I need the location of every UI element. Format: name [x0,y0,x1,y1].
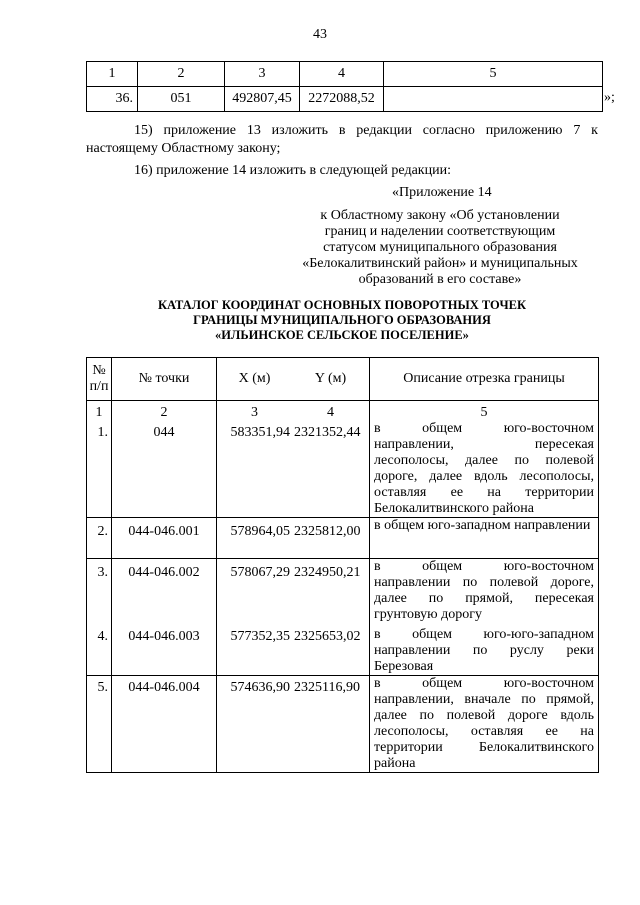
row-number: 36. [87,87,138,112]
y-coordinate: 2324950,21 [292,559,370,628]
previous-coordinates-table [86,61,603,112]
y-coordinate: 2325812,00 [292,518,370,559]
catalog-line: «ИЛЬИНСКОЕ СЕЛЬСКОЕ ПОСЕЛЕНИЕ» [215,328,469,342]
appendix-line: к Областному закону «Об установлении [320,208,560,223]
table-header-row [87,62,603,87]
header-number-line1: № [92,363,106,378]
y-coordinate: 2321352,44 [292,421,370,518]
point-number: 044-046.002 [112,559,217,628]
catalog-line: КАТАЛОГ КООРДИНАТ ОСНОВНЫХ ПОВОРОТНЫХ ТОЧЕК [157,298,527,312]
col-header: 2 [138,62,225,87]
appendix-line: образований в его составе» [358,272,522,287]
x-coordinate: 583351,94 [217,421,293,518]
header-point: № точки [112,358,217,401]
segment-description [384,87,603,112]
x-coordinate: 578067,29 [217,559,293,628]
appendix-line: «Белокалитвинский район» и муниципальных [302,256,578,271]
table-row [87,87,603,112]
row-number: 5. [87,676,112,773]
appendix-title: «Приложение 14 [392,185,492,200]
column-numbers-row [87,401,599,422]
row-number: 3. [87,559,112,628]
y-coordinate: 2325653,02 [292,627,370,676]
y-coordinate: 2325116,90 [292,676,370,773]
catalog-line: ГРАНИЦЫ МУНИЦИПАЛЬНОГО ОБРАЗОВАНИЯ [193,313,491,327]
x-coordinate: 574636,90 [217,676,293,773]
appendix-line: границ и наделении соответствующим [324,224,556,239]
col-header: 5 [384,62,603,87]
point-number: 051 [138,87,225,112]
column-number: 3 [217,401,293,422]
table-row [87,518,599,559]
table-header-row [87,358,599,401]
column-number: 4 [292,401,370,422]
table-row [87,676,599,773]
row-number: 2. [87,518,112,559]
segment-description: в общем юго-юго-западном направлении по руслу реки Березовая [370,627,599,676]
col-header: 4 [300,62,384,87]
point-number: 044-046.004 [112,676,217,773]
column-number: 2 [112,401,217,422]
page-number: 43 [313,27,327,42]
column-number: 1 [87,401,112,422]
row-number: 4. [87,627,112,676]
table-closing-quote: »; [604,90,615,105]
catalog-heading [86,298,598,343]
point-number: 044-046.003 [112,627,217,676]
table-row [87,421,599,518]
header-number-line2: п/п [89,379,109,394]
x-coordinate: 578964,05 [217,518,293,559]
header-description: Описание отрезка границы [370,358,599,401]
col-header: 1 [87,62,138,87]
paragraph-16: 16) приложение 14 изложить в следующей редакции: [134,163,451,178]
segment-description: в общем юго-восточном направлении, пересекая лесополосы, далее по полевой дороге, далее вдоль лесополосы, оставляя ее на территории Белокалитвинского района [370,421,599,518]
column-number: 5 [370,401,599,422]
table-row [87,559,599,628]
header-y: Y (м) [292,358,370,401]
segment-description: в общем юго-восточном направлении по полевой дороге, далее по прямой, пересекая грунтовую дорогу [370,559,599,628]
appendix-caption [280,208,600,288]
y-coordinate: 2272088,52 [300,87,384,112]
point-number: 044 [112,421,217,518]
col-header: 3 [225,62,300,87]
x-coordinate: 577352,35 [217,627,293,676]
row-number: 1. [87,421,112,518]
paragraph-15: 15) приложение 13 изложить в редакции согласно приложению 7 к настоящему Областному закону; [86,123,598,156]
point-number: 044-046.001 [112,518,217,559]
x-coordinate: 492807,45 [225,87,300,112]
header-x: X (м) [217,358,293,401]
header-number [87,358,112,401]
segment-description: в общем юго-западном направлении [370,518,599,559]
table-row [87,627,599,676]
appendix-line: статусом муниципального образования [323,240,557,255]
segment-description: в общем юго-восточном направлении, вначале по прямой, далее по полевой дороге вдоль лесополосы, оставляя ее на территории Белокалитвинского района [370,676,599,773]
coordinates-catalog-table [86,357,599,773]
